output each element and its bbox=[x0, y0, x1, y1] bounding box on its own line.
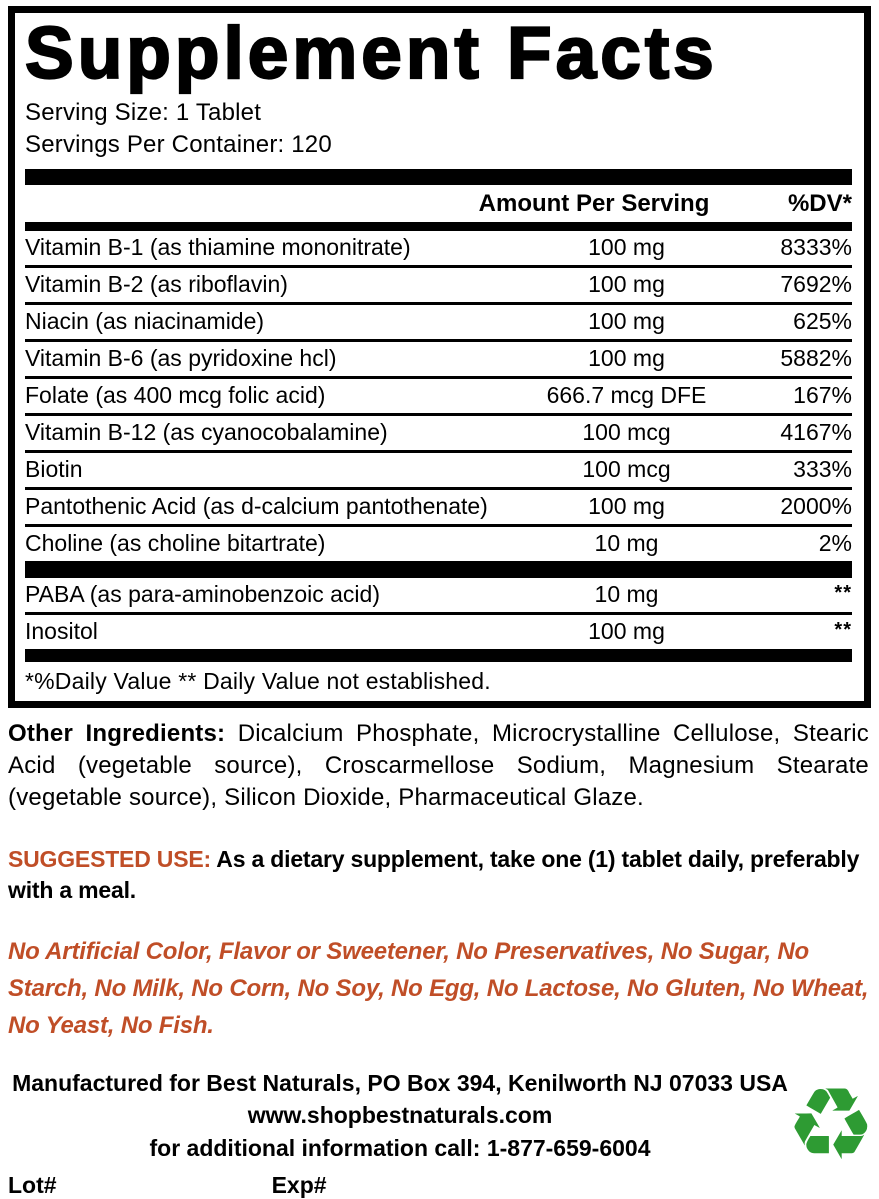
suggested-use-text: As a dietary supplement, take one (1) tablet daily, preferably with a meal. bbox=[8, 845, 860, 904]
table-row bbox=[25, 524, 852, 561]
nutrient-name: Folate (as 400 mcg folic acid) bbox=[25, 381, 326, 408]
nutrient-amount: 100 mcg bbox=[582, 418, 671, 445]
table-row bbox=[25, 339, 852, 376]
table-row bbox=[25, 302, 852, 339]
table-row bbox=[25, 265, 852, 302]
nutrient-name: Vitamin B-6 (as pyridoxine hcl) bbox=[25, 344, 337, 371]
table-row bbox=[25, 413, 852, 450]
footer bbox=[0, 1065, 879, 1199]
divider-bar-thick-top bbox=[25, 169, 852, 185]
nutrient-name: Choline (as choline bitartrate) bbox=[25, 529, 326, 556]
column-header-dv: %DV* bbox=[787, 189, 852, 217]
nutrient-amount: 100 mg bbox=[588, 233, 665, 260]
nutrient-daily-value: 625% bbox=[793, 307, 852, 334]
recycle-icon: ♻ bbox=[786, 1065, 876, 1183]
exp-date-label: Exp# bbox=[271, 1172, 327, 1199]
nutrient-daily-value: 2% bbox=[818, 529, 852, 556]
nutrient-daily-value: 2000% bbox=[780, 492, 852, 519]
nutrient-name: Niacin (as niacinamide) bbox=[25, 307, 265, 334]
free-of-statement: No Artificial Color, Flavor or Sweetener, No Preservatives, No Sugar, No Starch, No Milk, No Corn, No Soy, No Egg, No Lactose, No Gluten, No Wheat, No Yeast, No Fish. bbox=[8, 937, 869, 1040]
nutrient-amount: 100 mg bbox=[588, 270, 665, 297]
daily-value-footnote: *%Daily Value ** Daily Value not established. bbox=[25, 667, 491, 694]
divider-bar-medium bbox=[25, 222, 852, 231]
phone-info-line: for additional information call: 1-877-659-6004 bbox=[149, 1135, 651, 1162]
panel-title: Supplement Facts bbox=[25, 13, 718, 94]
other-ingredients-paragraph bbox=[8, 718, 869, 814]
table-column-header bbox=[25, 185, 852, 222]
nutrient-name: Vitamin B-2 (as riboflavin) bbox=[25, 270, 288, 297]
lot-number-label: Lot# bbox=[8, 1172, 57, 1199]
nutrient-amount: 100 mg bbox=[588, 617, 665, 644]
nutrient-name: Pantothenic Acid (as d-calcium pantothenate) bbox=[25, 492, 488, 519]
nutrient-daily-value: 5882% bbox=[780, 344, 852, 371]
other-ingredients-label: Other Ingredients: bbox=[8, 719, 226, 747]
nutrient-amount: 100 mcg bbox=[582, 455, 671, 482]
serving-size: Serving Size: 1 Tablet bbox=[25, 99, 262, 127]
nutrient-name: Biotin bbox=[25, 455, 83, 482]
table-row bbox=[25, 612, 852, 649]
table-row bbox=[25, 450, 852, 487]
nutrient-daily-value: ** bbox=[834, 618, 852, 641]
nutrient-table-secondary bbox=[25, 578, 852, 649]
nutrient-daily-value: 7692% bbox=[780, 270, 852, 297]
nutrient-amount: 100 mg bbox=[588, 492, 665, 519]
nutrient-daily-value: 333% bbox=[793, 455, 852, 482]
suggested-use-paragraph bbox=[8, 844, 869, 907]
table-row bbox=[25, 487, 852, 524]
nutrient-table-primary bbox=[25, 231, 852, 561]
nutrient-name: PABA (as para-aminobenzoic acid) bbox=[25, 580, 380, 607]
table-row bbox=[25, 578, 852, 612]
divider-bar-section bbox=[25, 561, 852, 578]
table-row bbox=[25, 376, 852, 413]
servings-per-container: Servings Per Container: 120 bbox=[25, 131, 332, 159]
lot-exp-row bbox=[8, 1172, 879, 1199]
nutrient-name: Vitamin B-12 (as cyanocobalamine) bbox=[25, 418, 388, 445]
nutrient-daily-value: 167% bbox=[793, 381, 852, 408]
nutrient-amount: 100 mg bbox=[588, 307, 665, 334]
nutrient-amount: 10 mg bbox=[594, 529, 659, 556]
nutrient-name: Inositol bbox=[25, 617, 98, 644]
website-url: www.shopbestnaturals.com bbox=[247, 1102, 553, 1129]
nutrient-daily-value: 8333% bbox=[780, 233, 852, 260]
other-ingredients-text: Dicalcium Phosphate, Microcrystalline Cellulose, Stearic Acid (vegetable source), Croscarmellose Sodium, Magnesium Stearate (vegetable source), Silicon Dioxide, Pharmaceutical Glaze. bbox=[8, 719, 869, 811]
footer-text-block bbox=[0, 1069, 800, 1165]
supplement-facts-panel bbox=[8, 6, 871, 708]
suggested-use-label: SUGGESTED USE: bbox=[8, 845, 211, 872]
nutrient-amount: 100 mg bbox=[588, 344, 665, 371]
nutrient-amount: 666.7 mcg DFE bbox=[546, 381, 707, 408]
nutrient-name: Vitamin B-1 (as thiamine mononitrate) bbox=[25, 233, 411, 260]
nutrient-daily-value: 4167% bbox=[780, 418, 852, 445]
nutrient-amount: 10 mg bbox=[594, 580, 659, 607]
table-row bbox=[25, 231, 852, 265]
nutrient-daily-value: ** bbox=[834, 581, 852, 604]
divider-bar-footnote bbox=[25, 649, 852, 662]
manufacturer-line: Manufactured for Best Naturals, PO Box 394, Kenilworth NJ 07033 USA bbox=[12, 1069, 788, 1096]
column-header-amount: Amount Per Serving bbox=[478, 189, 710, 217]
